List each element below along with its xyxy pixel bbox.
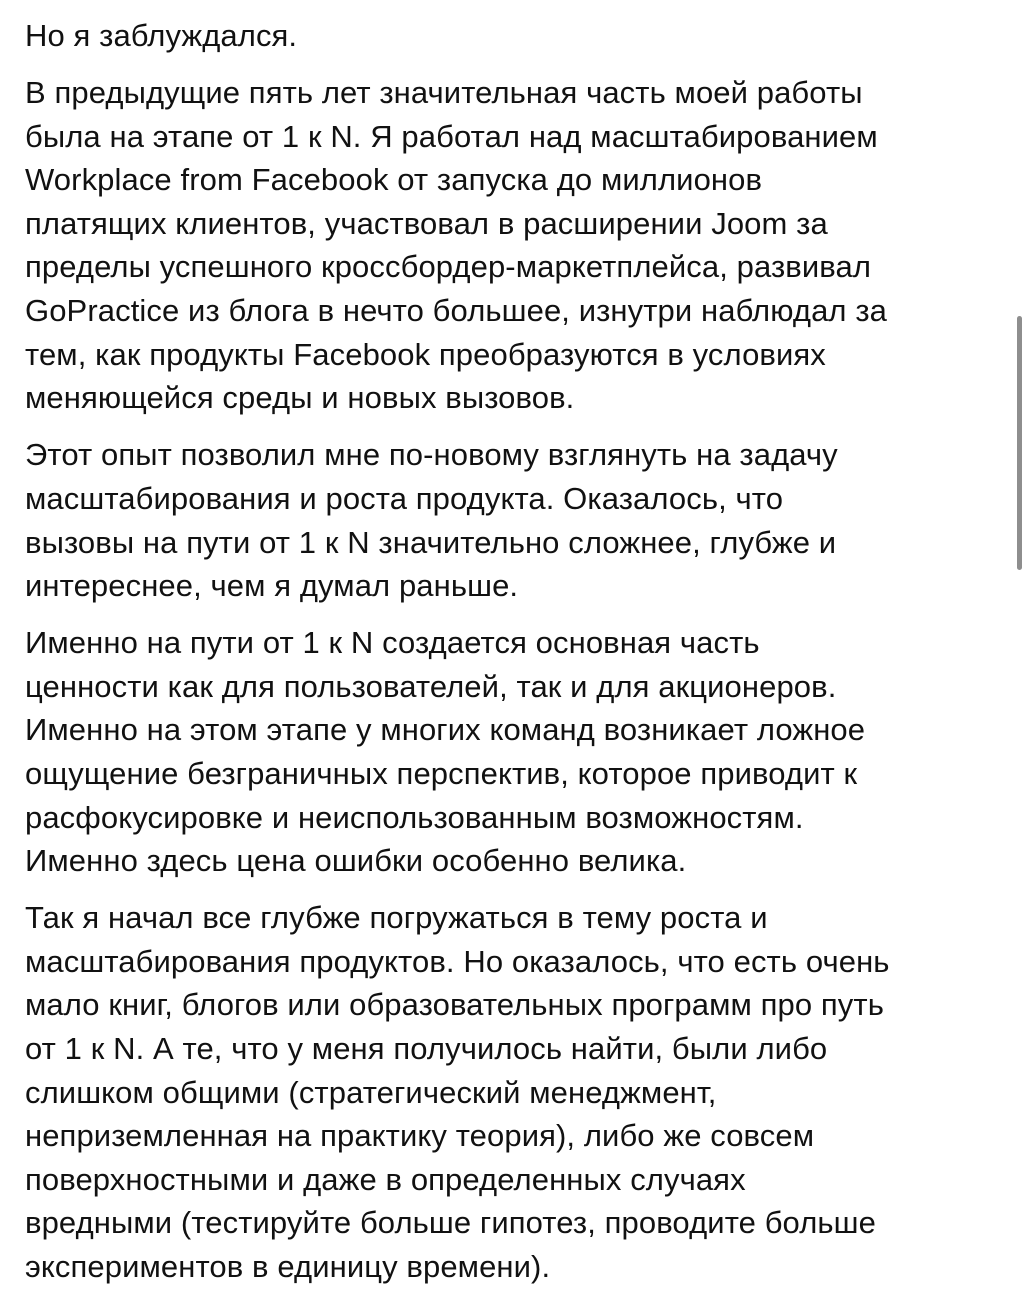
text-line: вредными (тестируйте больше гипотез, проводите больше xyxy=(25,1205,876,1241)
text-line: экспериментов в единицу времени). xyxy=(25,1249,551,1285)
text-line: вызовы на пути от 1 к N значительно сложнее, глубже и xyxy=(25,524,837,560)
text-line: мало книг, блогов или образовательных программ про путь xyxy=(25,987,884,1023)
text-line: слишком общими (стратегический менеджмент, xyxy=(25,1074,717,1110)
paragraph-5 xyxy=(25,896,1010,1288)
text-line: ценности как для пользователей, так и для акционеров. xyxy=(25,668,837,704)
paragraph-4 xyxy=(25,621,1010,883)
text-line: поверхностными и даже в определенных случаях xyxy=(25,1161,746,1197)
text-line: неприземленная на практику теория), либо же совсем xyxy=(25,1118,815,1154)
text-line: Но я заблуждался. xyxy=(25,18,298,53)
text-line: интереснее, чем я думал раньше. xyxy=(25,568,519,604)
text-line: ощущение безграничных перспектив, которое приводит к xyxy=(25,756,858,791)
text-line: Именно на пути от 1 к N создается основная часть xyxy=(25,625,760,661)
text-line: от 1 к N. А те, что у меня получилось найти, были либо xyxy=(25,1031,828,1067)
vertical-scrollbar[interactable] xyxy=(1017,316,1022,570)
paragraph-2 xyxy=(25,71,1010,420)
text-line: была на этапе от 1 к N. Я работал над масштабированием xyxy=(25,118,878,154)
article-text xyxy=(25,14,1010,1302)
text-line: Workplace from Facebook от запуска до миллионов xyxy=(25,162,763,198)
text-line: Именно здесь цена ошибки особенно велика. xyxy=(25,843,687,879)
text-line: меняющейся среды и новых вызовов. xyxy=(25,380,575,416)
text-line: масштабирования продуктов. Но оказалось, что есть очень xyxy=(25,943,890,979)
text-line: масштабирования и роста продукта. Оказалось, что xyxy=(25,480,784,516)
text-line: GoPractice из блога в нечто большее, изнутри наблюдал за xyxy=(25,293,887,329)
text-line: В предыдущие пять лет значительная часть моей работы xyxy=(25,75,863,111)
text-line: платящих клиентов, участвовал в расширении Joom за xyxy=(25,205,828,241)
paragraph-3 xyxy=(25,433,1010,607)
text-line: Так я начал все глубже погружаться в тему роста и xyxy=(25,900,768,936)
text-line: Именно на этом этапе у многих команд возникает ложное xyxy=(25,712,866,748)
text-line: расфокусировке и неиспользованным возможностям. xyxy=(25,799,804,835)
paragraph-1 xyxy=(25,14,1010,58)
text-line: тем, как продукты Facebook преобразуются в условиях xyxy=(25,336,826,372)
text-line: пределы успешного кроссбордер-маркетплейса, развивал xyxy=(25,249,872,285)
text-line: Этот опыт позволил мне по-новому взглянуть на задачу xyxy=(25,437,838,473)
